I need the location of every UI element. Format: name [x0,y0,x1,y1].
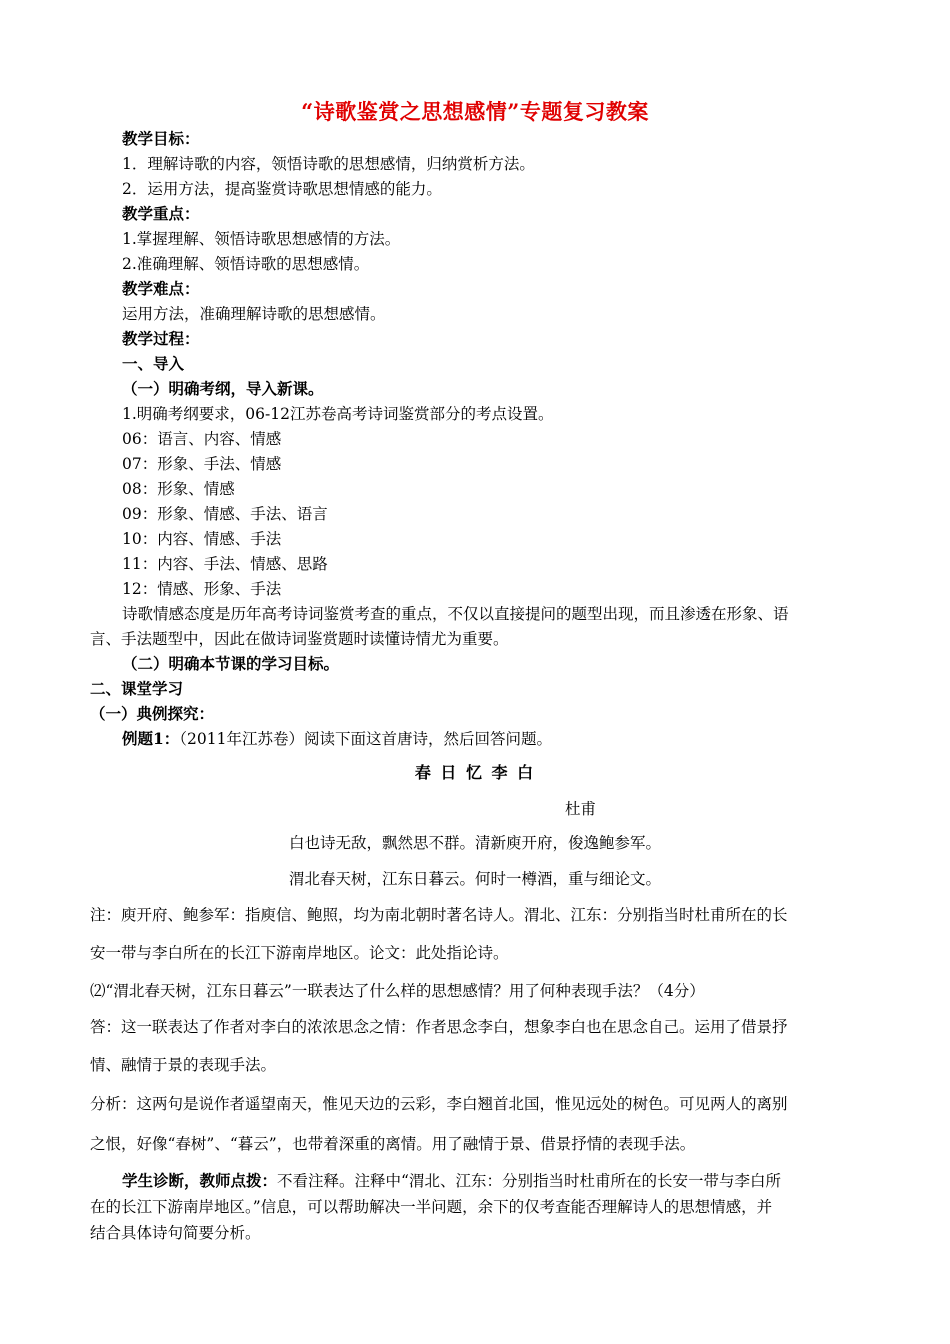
exam-year-item: 07：形象、手法、情感 [122,455,282,473]
subsection-heading: （一）典例探究： [90,704,215,723]
objective-item: 2．运用方法，提高鉴赏诗歌思想情感的能力。 [122,180,442,198]
note-line: 安一带与李白所在的长江下游南岸地区。论文：此处指论诗。 [90,944,509,962]
exam-year-item: 10：内容、情感、手法 [122,530,282,548]
paragraph-line: 诗歌情感态度是历年高考诗词鉴赏考查的重点，不仅以直接提问的题型出现，而且渗透在形象、语 [122,605,789,623]
analysis-line: 分析：这两句是说作者遥望南天，惟见天边的云彩，李白翘首北国，惟见远处的树色。可见两人的离别 [90,1095,788,1113]
process-heading: 教学过程： [122,329,200,348]
diagnosis-label: 学生诊断，教师点拨： [122,1171,278,1190]
section-heading-class: 二、课堂学习 [90,679,184,698]
example-text: （2011年江苏卷）阅读下面这首唐诗，然后回答问题。 [179,730,552,748]
objectives-heading: 教学目标： [122,129,200,148]
exam-year-item: 12：情感、形象、手法 [122,580,282,598]
poem-line: 渭北春天树，江东日暮云。何时一樽酒，重与细论文。 [288,870,661,888]
paragraph-line: 言、手法题型中，因此在做诗词鉴赏题时读懂诗情尤为重要。 [90,630,509,648]
subsection-heading: （一）明确考纲，导入新课。 [122,379,324,398]
exam-year-item: 06：语言、内容、情感 [122,430,282,448]
analysis-line: 之恨，好像“春树”、“暮云”，也带着深重的离情。用了融情于景、借景抒情的表现手法。 [90,1135,696,1153]
example-line [122,728,552,750]
diagnosis-line [122,1170,781,1192]
question-text: ⑵“渭北春天树，江东日暮云”一联表达了什么样的思想感情？用了何种表现手法？（4分） [90,982,705,1000]
poem-title: 春 日 忆 李 白 [414,763,536,782]
section-heading-intro: 一、导入 [122,354,185,373]
key-point-item: 1.掌握理解、领悟诗歌思想感情的方法。 [122,230,401,248]
subsection-heading: （二）明确本节课的学习目标。 [122,654,340,673]
objective-item: 1．理解诗歌的内容，领悟诗歌的思想感情，归纳赏析方法。 [122,155,535,173]
exam-year-item: 09：形象、情感、手法、语言 [122,505,328,523]
diagnosis-text: 不看注释。注释中“渭北、江东：分别指当时杜甫所在的长安一带与李白所 [277,1172,781,1190]
key-points-heading: 教学重点： [122,204,200,223]
exam-year-item: 11：内容、手法、情感、思路 [122,555,328,573]
key-point-item: 2.准确理解、领悟诗歌的思想感情。 [122,255,370,273]
difficulties-heading: 教学难点： [122,279,200,298]
answer-line: 情、融情于景的表现手法。 [90,1056,277,1074]
diagnosis-line: 在的长江下游南岸地区。”信息，可以帮助解决一半问题，余下的仅考查能否理解诗人的思想情感，并 [90,1198,773,1216]
note-line: 注：庾开府、鲍参军：指庾信、鲍照，均为南北朝时著名诗人。渭北、江东：分别指当时杜甫所在的长 [90,906,788,924]
example-label: 例题1： [122,729,180,748]
difficulties-text: 运用方法，准确理解诗歌的思想感情。 [122,305,386,323]
diagnosis-line: 结合具体诗句简要分析。 [90,1224,261,1242]
document-title: “诗歌鉴赏之思想感情”专题复习教案 [301,99,649,124]
poem-line: 白也诗无敌，飘然思不群。清新庾开府，俊逸鲍参军。 [288,834,661,852]
exam-year-item: 08：形象、情感 [122,480,235,498]
answer-line: 答：这一联表达了作者对李白的浓浓思念之情：作者思念李白，想象李白也在思念自己。运用了借景抒 [90,1018,788,1036]
outline-intro: 1.明确考纲要求，06-12江苏卷高考诗词鉴赏部分的考点设置。 [122,405,554,423]
poem-author: 杜甫 [565,800,597,818]
